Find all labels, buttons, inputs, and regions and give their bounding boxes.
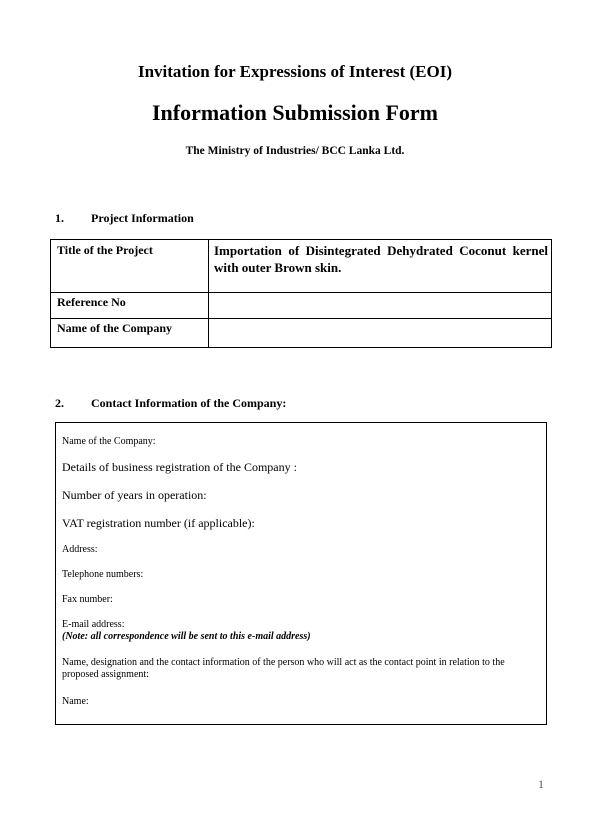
telephone-field: Telephone numbers:: [62, 569, 144, 580]
address-field: Address:: [62, 544, 98, 555]
contact-info-box: [55, 422, 547, 725]
section-2-number: 2.: [55, 396, 64, 410]
contact-name-field: Name:: [62, 696, 89, 707]
form-title: Information Submission Form: [151, 100, 439, 125]
table-row-divider: [51, 292, 551, 293]
vat-number-field: VAT registration number (if applicable):: [62, 516, 255, 530]
business-registration-field: Details of business registration of the Company :: [62, 460, 297, 474]
fax-field: Fax number:: [62, 594, 113, 605]
project-title-value: Importation of Disintegrated Dehydrated Coconut kernel with outer Brown skin.: [214, 243, 548, 275]
project-title-label: Title of the Project: [57, 243, 153, 257]
section-1-heading: [0, 211, 590, 227]
section-1-title: Project Information: [91, 211, 194, 225]
table-row-divider: [51, 318, 551, 319]
section-2-title: Contact Information of the Company:: [91, 396, 287, 410]
email-field: E-mail address:: [62, 619, 125, 630]
company-name-field: Name of the Company:: [62, 436, 156, 447]
ministry-line: The Ministry of Industries/ BCC Lanka Ltd.: [185, 145, 405, 157]
years-in-operation-field: Number of years in operation:: [62, 488, 207, 502]
table-column-divider: [208, 240, 209, 347]
section-1-number: 1.: [55, 211, 64, 225]
email-note: (Note: all correspondence will be sent to this e-mail address): [62, 631, 311, 642]
company-name-label: Name of the Company: [57, 321, 172, 335]
section-2-heading: [0, 396, 590, 412]
project-info-table: [50, 239, 552, 348]
contact-person-field: Name, designation and the contact information of the person who will act as the contact point in relation to the proposed assignment:: [62, 657, 505, 680]
eoi-title: Invitation for Expressions of Interest (EOI): [137, 62, 453, 81]
reference-no-label: Reference No: [57, 295, 126, 309]
page-number: 1: [538, 777, 544, 791]
